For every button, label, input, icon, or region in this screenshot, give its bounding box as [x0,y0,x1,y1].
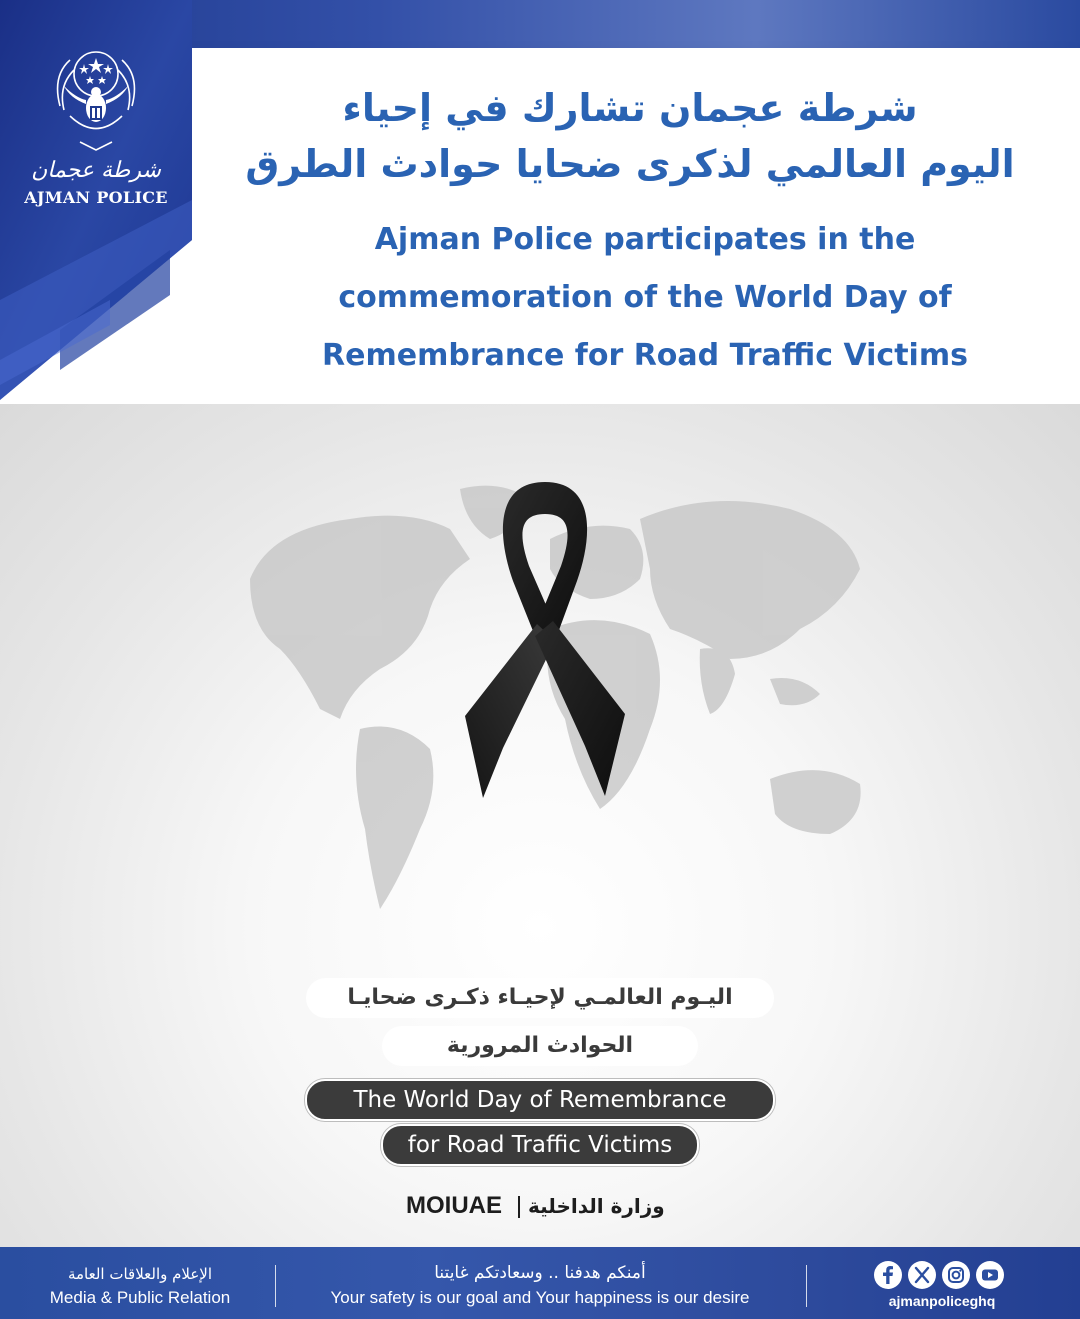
footer [0,1247,1080,1319]
logo-caption-english: AJMAN POLICE [24,188,168,207]
x-icon[interactable] [908,1261,936,1289]
moi-logo [400,1190,690,1224]
logo-panel [0,0,192,400]
poster-english-line-2: for Road Traffic Victims [381,1124,699,1166]
title-english-line-3: Remembrance for Road Traffic Victims [322,338,968,373]
footer-dept-arabic: الإعلام والعلاقات العامة [67,1265,213,1283]
footer-slogan-english: Your safety is our goal and Your happiness is our desire [330,1288,750,1307]
footer-social-handle[interactable]: ajmanpoliceghq [888,1293,996,1309]
poster-arabic-line-1: اليـوم العالمـي لإحيـاء ذكـرى ضحايـا [306,978,774,1018]
poster-area [0,404,1080,1247]
facebook-icon[interactable] [874,1261,902,1289]
moi-separator [518,1196,520,1218]
title-english-line-1: Ajman Police participates in the [374,222,916,257]
instagram-icon[interactable] [942,1261,970,1289]
youtube-icon[interactable] [976,1261,1004,1289]
footer-divider-right [806,1265,807,1307]
poster-english-line-1: The World Day of Remembrance [305,1079,775,1121]
title-arabic-line-1: شرطة عجمان تشارك في إحياء [342,86,918,130]
title-arabic-line-2: اليوم العالمي لذكرى ضحايا حوادث الطرق [245,142,1015,186]
moi-latin-text: MOIUAE [406,1192,502,1219]
title-english-line-2: commemoration of the World Day of [338,280,952,315]
eagle-emblem-icon [50,46,142,154]
poster-arabic-line-2: الحوادث المرورية [382,1026,698,1066]
logo-caption-arabic: شرطة عجمان [31,158,161,183]
ribbon-icon [455,476,635,806]
footer-divider-left [275,1265,276,1307]
moi-arabic-text: وزارة الداخلية [528,1194,665,1218]
footer-slogan-arabic: أمنكم هدفنا .. وسعادتكم غايتنا [434,1263,646,1283]
footer-dept-english: Media & Public Relation [49,1288,231,1307]
